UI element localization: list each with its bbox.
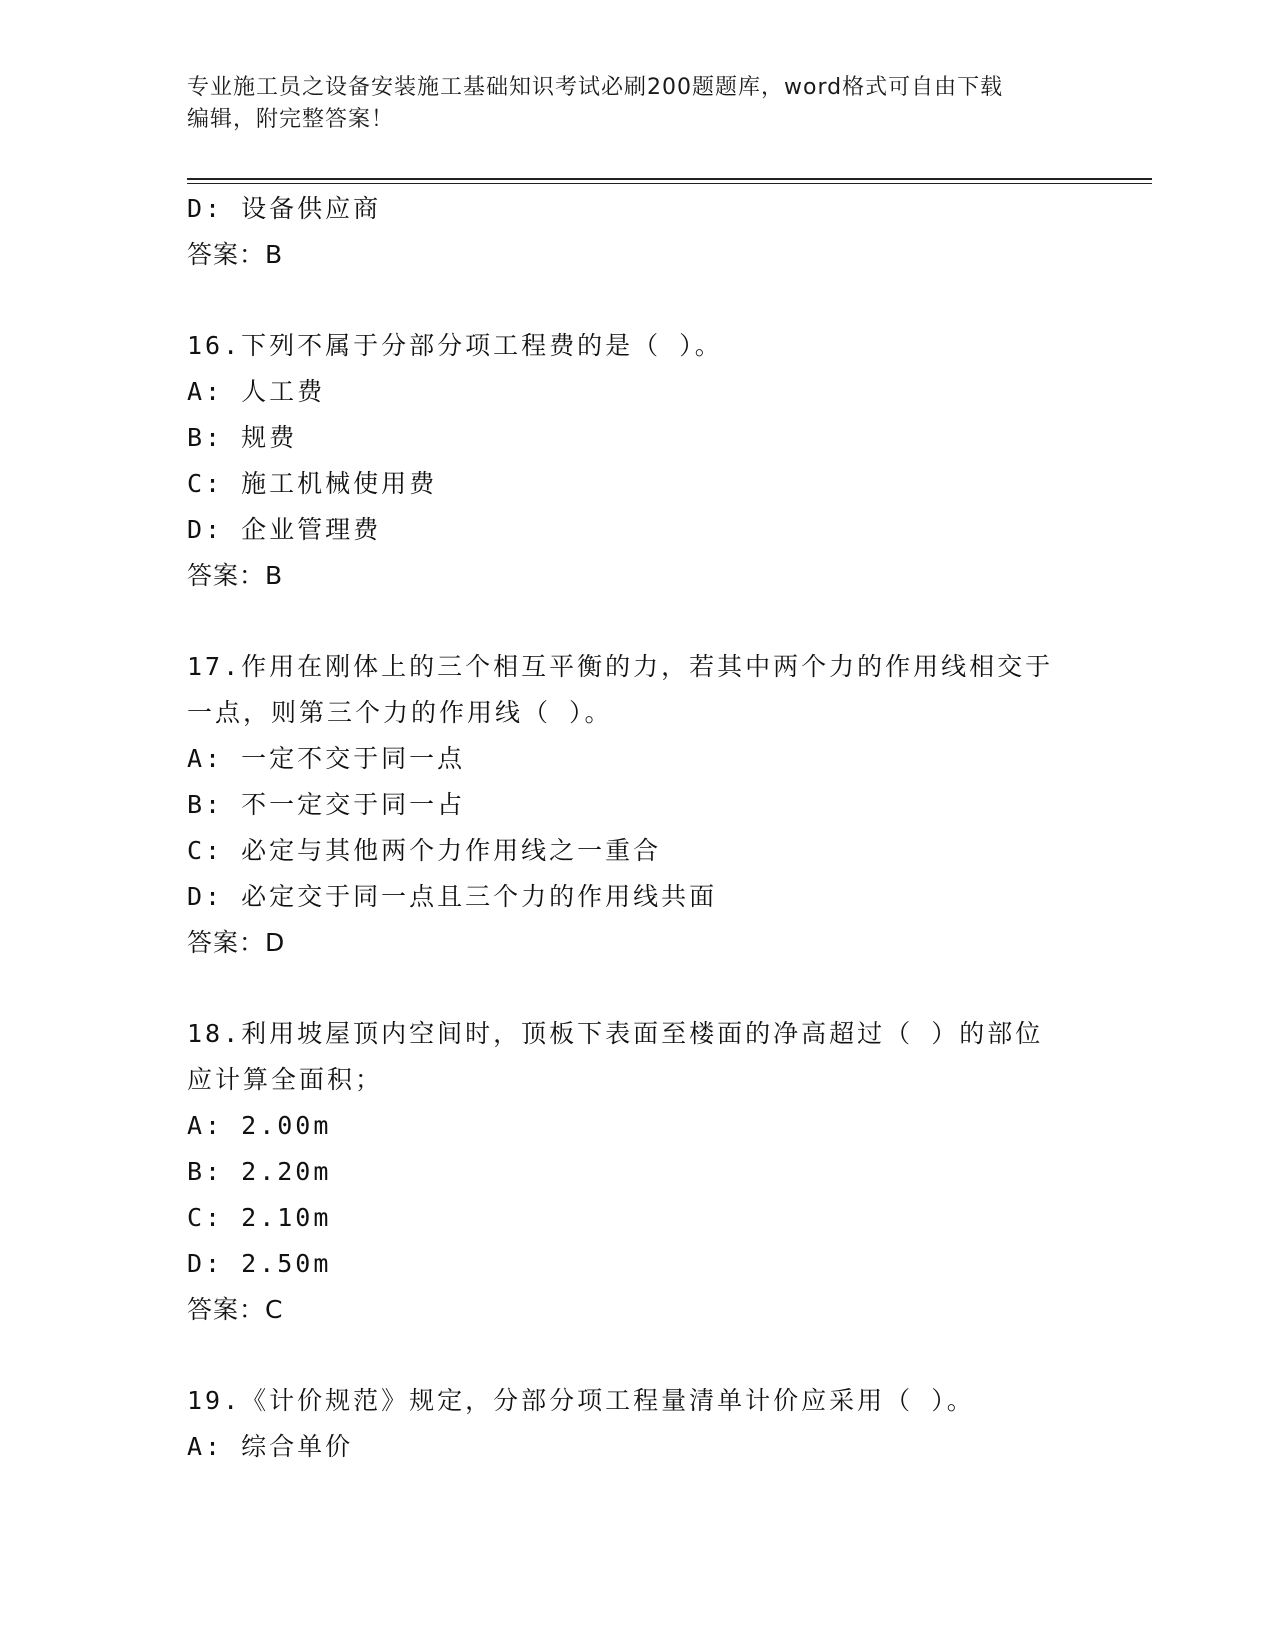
spacer bbox=[187, 599, 1087, 644]
q16-option-a: A: 人工费 bbox=[187, 377, 326, 406]
question-list bbox=[187, 186, 1087, 1470]
q16-stem: 16.下列不属于分部分项工程费的是（ ）。 bbox=[187, 331, 723, 360]
q18-stem-line-1: 18.利用坡屋顶内空间时，顶板下表面至楼面的净高超过（ ）的部位 bbox=[187, 1019, 1044, 1048]
q18-option-d: D: 2.50m bbox=[187, 1249, 332, 1278]
question-17 bbox=[187, 644, 1087, 966]
q17-stem-line-2: 一点，则第三个力的作用线（ ）。 bbox=[187, 698, 613, 727]
q16-option-c: C: 施工机械使用费 bbox=[187, 469, 438, 498]
q19-stem: 19.《计价规范》规定，分部分项工程量清单计价应采用（ ）。 bbox=[187, 1386, 975, 1415]
q17-stem-line-1: 17.作用在刚体上的三个相互平衡的力，若其中两个力的作用线相交于 bbox=[187, 652, 1054, 681]
header-divider-thin bbox=[187, 183, 1152, 184]
question-19 bbox=[187, 1378, 1087, 1470]
q17-option-d: D: 必定交于同一点且三个力的作用线共面 bbox=[187, 882, 718, 911]
spacer bbox=[187, 1333, 1087, 1378]
question-18 bbox=[187, 1011, 1087, 1333]
header-line-2: 编辑，附完整答案！ bbox=[187, 107, 395, 132]
q17-option-c: C: 必定与其他两个力作用线之一重合 bbox=[187, 836, 662, 865]
q17-answer: 答案：D bbox=[187, 928, 286, 957]
document-header bbox=[187, 72, 1087, 136]
q18-stem-line-2: 应计算全面积； bbox=[187, 1065, 384, 1094]
q17-option-b: B: 不一定交于同一占 bbox=[187, 790, 466, 819]
q16-answer: 答案：B bbox=[187, 561, 284, 590]
q18-answer: 答案：C bbox=[187, 1295, 284, 1324]
q15-option-d: D: 设备供应商 bbox=[187, 194, 382, 223]
q16-option-b: B: 规费 bbox=[187, 423, 298, 452]
q19-option-a: A: 综合单价 bbox=[187, 1432, 354, 1461]
q18-option-c: C: 2.10m bbox=[187, 1203, 332, 1232]
q17-option-a: A: 一定不交于同一点 bbox=[187, 744, 466, 773]
header-line-1: 专业施工员之设备安装施工基础知识考试必刷200题题库，word格式可自由下载 bbox=[187, 75, 1004, 100]
q18-option-a: A: 2.00m bbox=[187, 1111, 332, 1140]
question-16 bbox=[187, 323, 1087, 599]
spacer bbox=[187, 966, 1087, 1011]
question-15-tail bbox=[187, 186, 1087, 278]
q15-answer: 答案：B bbox=[187, 240, 284, 269]
q18-option-b: B: 2.20m bbox=[187, 1157, 332, 1186]
header-divider bbox=[187, 178, 1152, 180]
spacer bbox=[187, 278, 1087, 323]
q16-option-d: D: 企业管理费 bbox=[187, 515, 382, 544]
